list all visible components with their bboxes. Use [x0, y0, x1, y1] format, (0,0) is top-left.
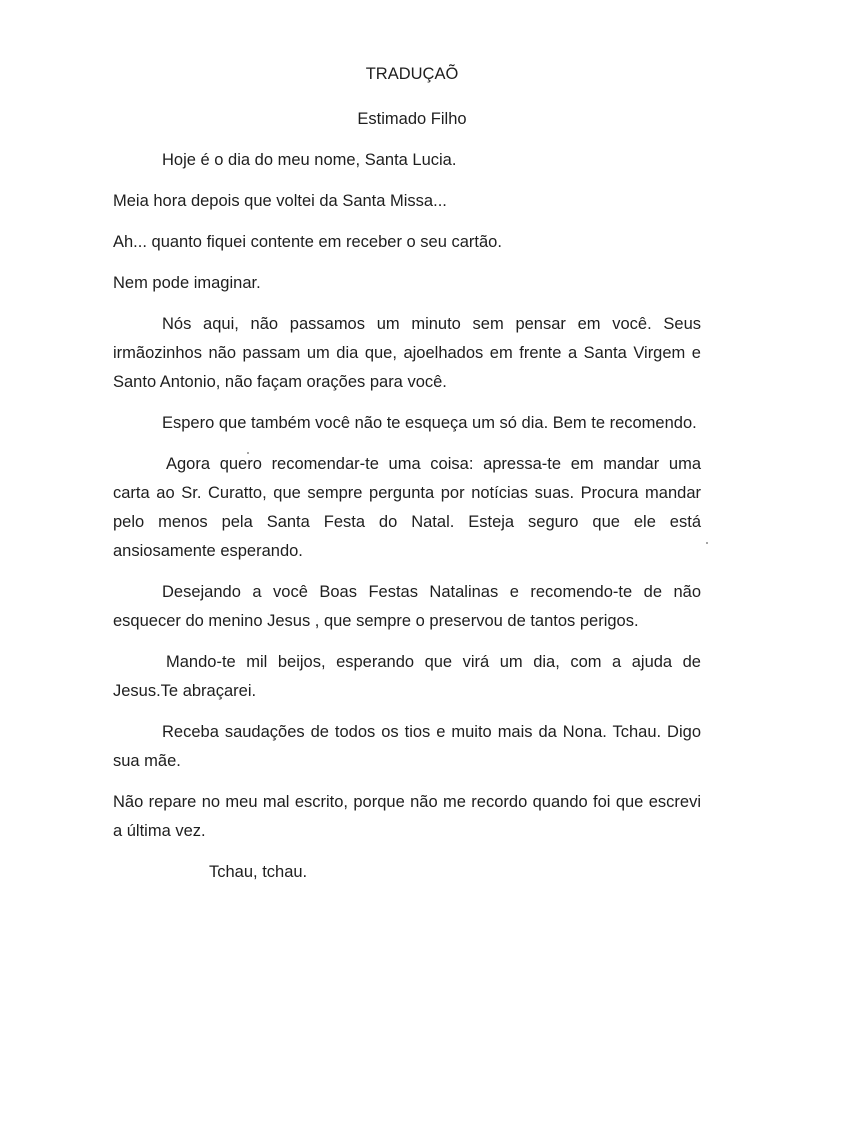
paragraph-4: Nem pode imaginar. [113, 274, 261, 292]
paragraph-6: Espero que também você não te esqueça um só dia. Bem te recomendo. [162, 414, 697, 432]
paragraph-7: Agora quero recomendar-te uma coisa: apressa-te em mandar uma carta ao Sr. Curatto, que sempre pergunta por notícias suas. Procura mandar pelo menos pela Santa Festa do Natal. Esteja seguro que ele está ansiosamente esperando. [113, 455, 701, 560]
paragraph-2: Meia hora depois que voltei da Santa Missa... [113, 192, 447, 210]
paragraph-8: Desejando a você Boas Festas Natalinas e recomendo-te de não esquecer do menino Jesus , que sempre o preservou de tantos perigos. [113, 583, 701, 630]
scan-speck [247, 452, 249, 454]
paragraph-1: Hoje é o dia do meu nome, Santa Lucia. [162, 151, 457, 169]
scan-speck [706, 542, 708, 544]
document-title: TRADUÇAÕ [365, 65, 459, 83]
paragraph-10: Receba saudações de todos os tios e muito mais da Nona. Tchau. Digo sua mãe. [113, 723, 701, 770]
paragraph-9: Mando-te mil beijos, esperando que virá um dia, com a ajuda de Jesus.Te abraçarei. [113, 653, 701, 700]
paragraph-5: Nós aqui, não passamos um minuto sem pensar em você. Seus irmãozinhos não passam um dia que, ajoelhados em frente a Santa Virgem e Santo Antonio, não façam orações para você. [113, 315, 701, 391]
letter-body [113, 60, 701, 899]
paragraph-11: Não repare no meu mal escrito, porque não me recordo quando foi que escrevi a última vez. [113, 793, 701, 840]
letter-greeting: Estimado Filho [357, 110, 467, 128]
paragraph-3: Ah... quanto fiquei contente em receber o seu cartão. [113, 233, 502, 251]
letter-closing: Tchau, tchau. [209, 863, 308, 881]
